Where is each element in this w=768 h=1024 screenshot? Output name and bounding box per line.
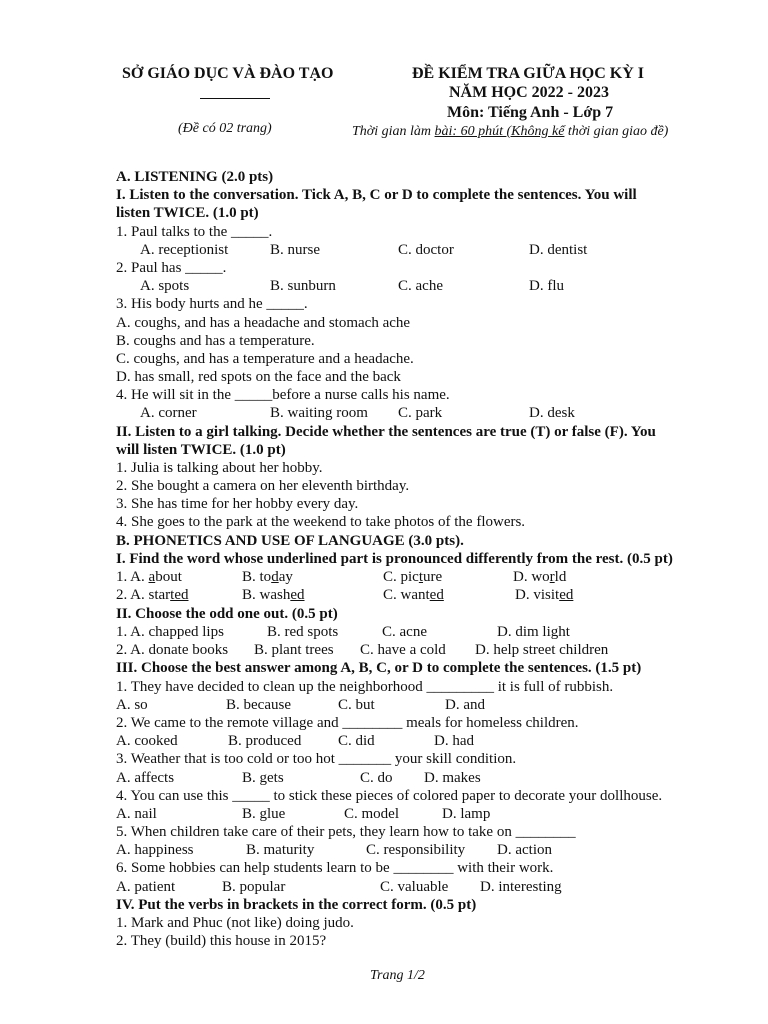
option-c bbox=[383, 568, 442, 586]
mc-question: 4. You can use this _____ to stick these pieces of colored paper to decorate your dollhouse. bbox=[116, 788, 663, 804]
phonetics-part3-title: III. Choose the best answer among A, B, C, or D to complete the sentences. (1.5 pt) bbox=[116, 660, 642, 676]
option-c: C. ache bbox=[398, 278, 443, 294]
listening-q2-options bbox=[116, 277, 676, 295]
option-c-prefix: C. pic bbox=[383, 569, 419, 585]
option-a: 1. A. chapped lips bbox=[116, 624, 224, 640]
option-b: B. glue bbox=[242, 806, 286, 822]
underlined-part: ed bbox=[559, 587, 574, 603]
option-b: B. plant trees bbox=[254, 642, 334, 658]
listening-heading: A. LISTENING (2.0 pts) bbox=[116, 169, 274, 185]
option-a-rest: bout bbox=[155, 569, 182, 585]
time-allowed bbox=[352, 124, 668, 140]
listening-part2-title-cont: will listen TWICE. (1.0 pt) bbox=[116, 442, 286, 458]
option-d bbox=[515, 586, 573, 604]
pronunciation-row-2 bbox=[116, 586, 676, 604]
option-c: C. but bbox=[338, 697, 375, 713]
underlined-part: d bbox=[271, 569, 279, 585]
department-name: SỞ GIÁO DỤC VÀ ĐÀO TẠO bbox=[122, 65, 334, 82]
listening-q4-options bbox=[116, 404, 676, 422]
option-b: B. produced bbox=[228, 733, 302, 749]
listening-q1: 1. Paul talks to the _____. bbox=[116, 224, 273, 240]
option-d-prefix: D. wo bbox=[513, 569, 550, 585]
option-a: A. receptionist bbox=[140, 242, 229, 258]
page-number: Trang 1/2 bbox=[370, 968, 425, 983]
school-year: NĂM HỌC 2022 - 2023 bbox=[449, 84, 609, 101]
phonetics-heading: B. PHONETICS AND USE OF LANGUAGE (3.0 pts). bbox=[116, 533, 464, 549]
listening-part1-title-cont: listen TWICE. (1.0 pt) bbox=[116, 205, 259, 221]
mc-options bbox=[116, 805, 676, 823]
option-c: C. do bbox=[360, 770, 393, 786]
underlined-part: ed bbox=[290, 587, 305, 603]
listening-part2-item: 2. She bought a camera on her eleventh birthday. bbox=[116, 478, 410, 494]
option-c-prefix: C. want bbox=[383, 587, 430, 603]
option-d: D. dentist bbox=[529, 242, 588, 258]
option-b: B. nurse bbox=[270, 242, 320, 258]
option-b: B. gets bbox=[242, 770, 284, 786]
option-a: 2. A. donate books bbox=[116, 642, 229, 658]
option-b-rest: ay bbox=[278, 569, 293, 585]
option-a: A. corner bbox=[140, 405, 197, 421]
option-a: A. spots bbox=[140, 278, 190, 294]
phonetics-part1-title: I. Find the word whose underlined part is pronounced differently from the rest. (0.5 pt) bbox=[116, 551, 673, 567]
listening-q3-option-b: B. coughs and has a temperature. bbox=[116, 333, 315, 349]
option-b: B. maturity bbox=[246, 842, 315, 858]
option-c: C. valuable bbox=[380, 879, 449, 895]
option-d: D. action bbox=[497, 842, 552, 858]
option-b bbox=[242, 568, 293, 586]
option-a-prefix: 2. A. star bbox=[116, 587, 171, 603]
listening-q3-option-c: C. coughs, and has a temperature and a headache. bbox=[116, 351, 414, 367]
mc-question: 3. Weather that is too cold or too hot _______ your skill condition. bbox=[116, 751, 517, 767]
option-c bbox=[383, 586, 444, 604]
header-divider bbox=[200, 98, 270, 99]
verb-item: 2. They (build) this house in 2015? bbox=[116, 933, 327, 949]
listening-part2-title: II. Listen to a girl talking. Decide whether the sentences are true (T) or false (F). You bbox=[116, 424, 656, 440]
option-b: B. because bbox=[226, 697, 291, 713]
underlined-part: ed bbox=[429, 587, 444, 603]
time-suffix: thời gian giao đề) bbox=[564, 124, 669, 139]
option-b: B. red spots bbox=[267, 624, 339, 640]
option-b-prefix: B. to bbox=[242, 569, 272, 585]
phonetics-part4-title: IV. Put the verbs in brackets in the correct form. (0.5 pt) bbox=[116, 897, 477, 913]
option-d: D. lamp bbox=[442, 806, 491, 822]
mc-options bbox=[116, 732, 676, 750]
option-d-rest: ld bbox=[554, 569, 567, 585]
mc-options bbox=[116, 769, 676, 787]
odd-one-out-row-1 bbox=[116, 623, 676, 641]
option-d: D. dim light bbox=[497, 624, 570, 640]
option-c: C. did bbox=[338, 733, 375, 749]
option-a bbox=[116, 586, 189, 604]
option-a: A. happiness bbox=[116, 842, 194, 858]
pronunciation-row-1 bbox=[116, 568, 676, 586]
option-a: A. patient bbox=[116, 879, 176, 895]
option-c: C. responsibility bbox=[366, 842, 466, 858]
subject: Môn: Tiếng Anh - Lớp 7 bbox=[447, 104, 614, 121]
underlined-part: a bbox=[148, 569, 156, 585]
underlined-part: r bbox=[549, 569, 555, 585]
mc-options bbox=[116, 696, 676, 714]
exam-title: ĐỀ KIỂM TRA GIỮA HỌC KỲ I bbox=[412, 65, 645, 82]
mc-options bbox=[116, 878, 676, 896]
option-a: A. cooked bbox=[116, 733, 178, 749]
listening-part2-item: 3. She has time for her hobby every day. bbox=[116, 496, 359, 512]
option-d: D. flu bbox=[529, 278, 564, 294]
mc-question: 5. When children take care of their pets, they learn how to take on ________ bbox=[116, 824, 576, 840]
option-b: B. popular bbox=[222, 879, 286, 895]
mc-question: 2. We came to the remote village and ________ meals for homeless children. bbox=[116, 715, 579, 731]
odd-one-out-row-2 bbox=[116, 641, 676, 659]
option-d: D. desk bbox=[529, 405, 575, 421]
option-c: C. park bbox=[398, 405, 443, 421]
option-d: D. and bbox=[445, 697, 485, 713]
listening-q4: 4. He will sit in the _____before a nurse calls his name. bbox=[116, 387, 450, 403]
option-d bbox=[513, 568, 566, 586]
option-d: D. interesting bbox=[480, 879, 562, 895]
listening-part2-item: 1. Julia is talking about her hobby. bbox=[116, 460, 323, 476]
option-d-prefix: D. visit bbox=[515, 587, 560, 603]
option-b: B. waiting room bbox=[270, 405, 368, 421]
verb-item: 1. Mark and Phuc (not like) doing judo. bbox=[116, 915, 354, 931]
listening-q2: 2. Paul has _____. bbox=[116, 260, 227, 276]
listening-q1-options bbox=[116, 241, 676, 259]
option-d: D. help street children bbox=[475, 642, 609, 658]
option-b: B. sunburn bbox=[270, 278, 336, 294]
listening-q3-option-a: A. coughs, and has a headache and stomach ache bbox=[116, 315, 411, 331]
option-b bbox=[242, 586, 305, 604]
mc-question: 6. Some hobbies can help students learn to be ________ with their work. bbox=[116, 860, 554, 876]
time-prefix: Thời gian làm bbox=[352, 124, 435, 139]
option-d: D. had bbox=[434, 733, 474, 749]
option-c: C. acne bbox=[382, 624, 427, 640]
option-c-rest: ure bbox=[423, 569, 443, 585]
underlined-part: ted bbox=[170, 587, 189, 603]
listening-q3: 3. His body hurts and he _____. bbox=[116, 296, 308, 312]
pages-note: (Đề có 02 trang) bbox=[178, 121, 272, 136]
listening-q3-option-d: D. has small, red spots on the face and the back bbox=[116, 369, 401, 385]
underlined-part: t bbox=[418, 569, 424, 585]
time-main: bài: 60 phút (Không kể bbox=[434, 124, 565, 139]
option-a: A. nail bbox=[116, 806, 157, 822]
mc-question: 1. They have decided to clean up the neighborhood _________ it is full of rubbish. bbox=[116, 679, 614, 695]
option-a: A. so bbox=[116, 697, 148, 713]
option-c: C. model bbox=[344, 806, 399, 822]
mc-options bbox=[116, 841, 676, 859]
option-a: A. affects bbox=[116, 770, 175, 786]
phonetics-part2-title: II. Choose the odd one out. (0.5 pt) bbox=[116, 606, 338, 622]
option-a bbox=[116, 568, 182, 586]
option-c: C. have a cold bbox=[360, 642, 446, 658]
listening-part1-title: I. Listen to the conversation. Tick A, B, C or D to complete the sentences. You will bbox=[116, 187, 637, 203]
option-b-prefix: B. wash bbox=[242, 587, 291, 603]
listening-part2-item: 4. She goes to the park at the weekend to take photos of the flowers. bbox=[116, 514, 526, 530]
option-d: D. makes bbox=[424, 770, 481, 786]
option-c: C. doctor bbox=[398, 242, 454, 258]
option-a-prefix: 1. A. bbox=[116, 569, 149, 585]
